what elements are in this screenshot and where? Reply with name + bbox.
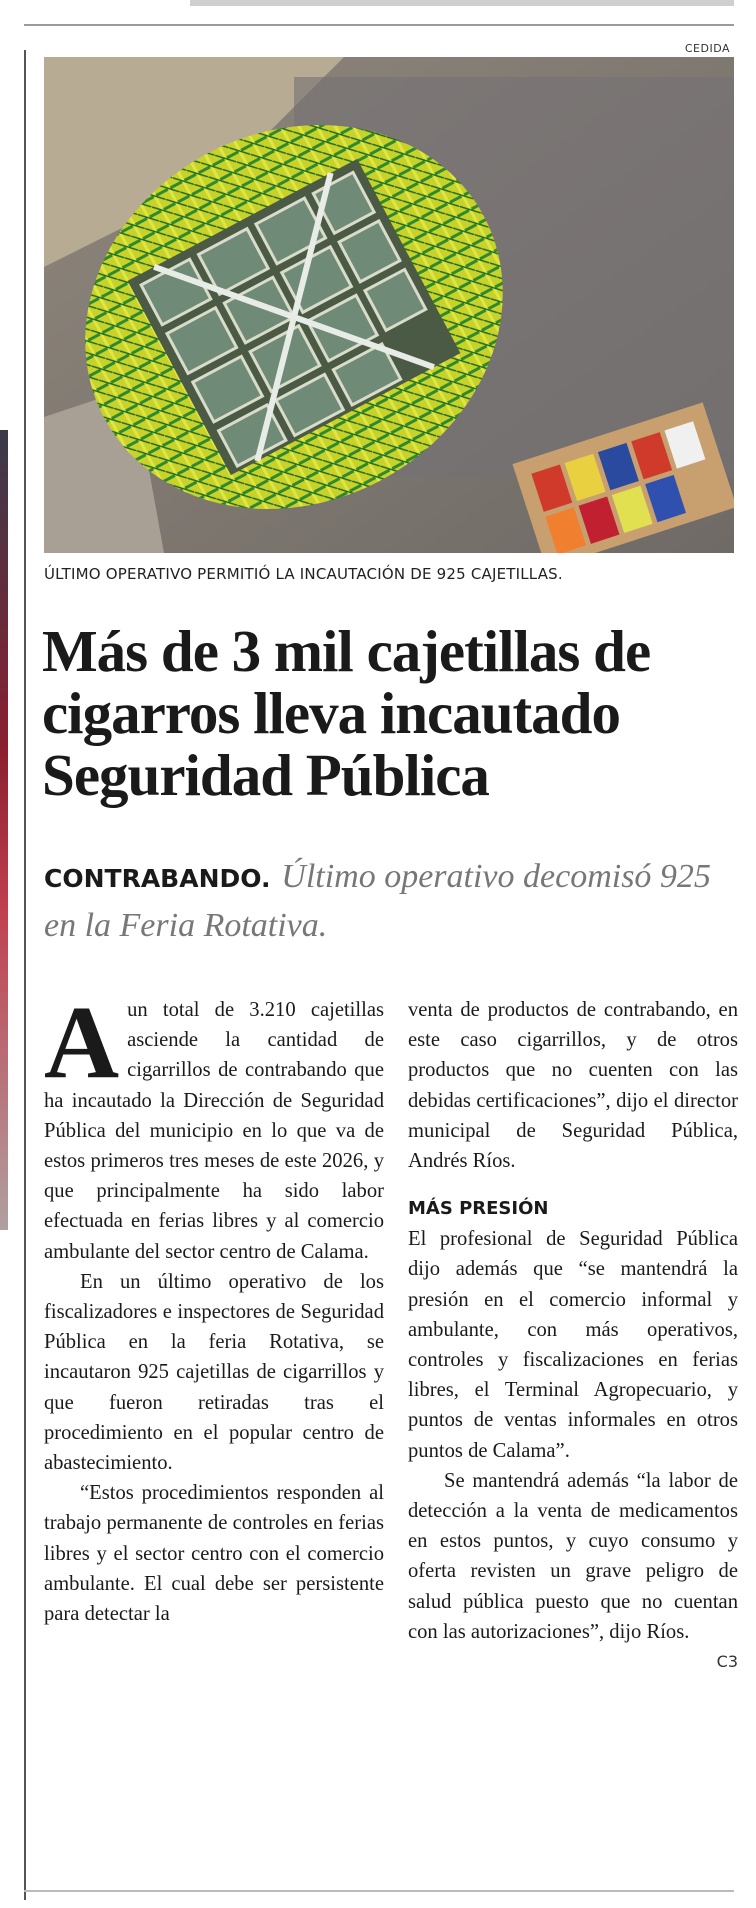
article-paragraph-4: El profesional de Seguridad Pública dijo además que “se mantendrá la presión en el comercio informal y ambulante, con más operativos, controles y fiscalizaciones en ferias libres, el Terminal Agropecuario, y puntos de ventas informales en otros puntos de Calama”. [408, 1228, 738, 1462]
bottom-rule [24, 1890, 734, 1892]
article-paragraph-1 [44, 985, 384, 1267]
end-mark: C3 [716, 1652, 738, 1672]
deck-lead: Último operativo decomisó 925 en la Feria Rotativa. [44, 858, 711, 944]
article-column-1 [44, 985, 384, 1629]
article-column-2 [408, 995, 738, 1677]
paragraph-5-text: Se mantendrá además “la labor de detección a la venta de medicamentos en estos puntos, y cuyo consumo y oferta revisten un grave peligro de salud pública puesto que no cuentan con las autorizaciones”, dijo Ríos. [408, 1469, 738, 1643]
deck-kicker: CONTRABANDO. [44, 864, 271, 893]
headline: Más de 3 mil cajetillas de cigarros lleva incautado Seguridad Pública [42, 618, 651, 808]
subheading: MÁS PRESIÓN [408, 1198, 549, 1220]
drop-cap: A [44, 985, 120, 1100]
news-photo [44, 57, 734, 553]
paragraph-1-text: un total de 3.210 cajetillas asciende la cantidad de cigarrillos de contrabando que ha incautado la Dirección de Seguridad Pública del municipio en lo que va de estos primeros tres meses de este 2026, y que principalmente ha sido labor efectuada en ferias libres y al comercio ambulante del sector centro de Calama. [44, 999, 384, 1263]
column-divider [24, 50, 26, 1900]
photo-caption: ÚLTIMO OPERATIVO PERMITIÓ LA INCAUTACIÓN DE 925 CAJETILLAS. [44, 565, 563, 583]
top-hairline [190, 0, 734, 6]
adjacent-page-edge [0, 430, 8, 1230]
photo-credit: CEDIDA [684, 42, 730, 55]
article-paragraph-3: “Estos procedimientos responden al trabajo permanente de controles en ferias libres y el sector centro con el comercio ambulante. El cual debe ser persistente para detectar la [44, 1482, 384, 1626]
news-photo-illustration [44, 57, 734, 553]
top-rule [24, 24, 734, 26]
article-paragraph-2: En un último operativo de los fiscalizadores e inspectores de Seguridad Pública en la feria Rotativa, se incautaron 925 cajetillas de cigarrillos y que fueron retiradas tras el procedimiento en el popular centro de abastecimiento. [44, 1270, 384, 1475]
article-paragraph-5 [408, 1466, 738, 1672]
article-paragraph-3-continued: venta de productos de contrabando, en este caso cigarrillos, y de otros productos que no cuenten con las debidas certificaciones”, dijo el director municipal de Seguridad Pública, Andrés Ríos. [408, 999, 738, 1173]
deck [44, 853, 724, 949]
